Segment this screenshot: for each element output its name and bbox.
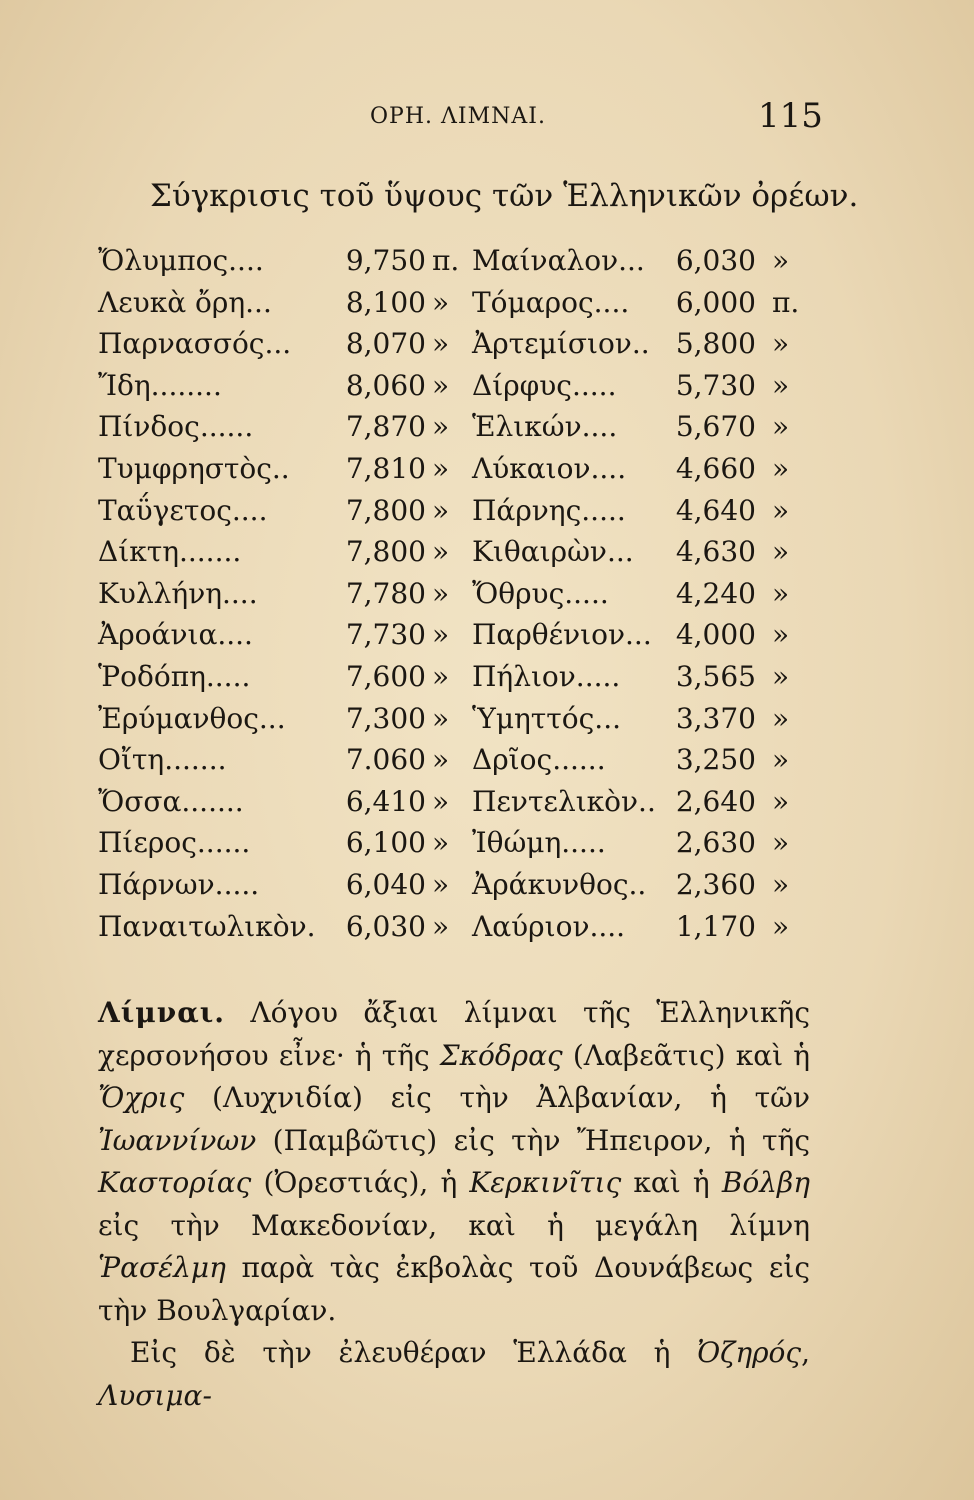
mountain-name: Πήλιον.....	[472, 659, 621, 693]
text-run: Λόγου ἄξιαι λίμναι τῆς Ἑλληνικῆς χερσονήσου εἶνε· ἡ τῆς	[98, 996, 810, 1072]
table-row	[98, 365, 818, 407]
table-row	[98, 323, 818, 365]
table-row	[98, 781, 818, 823]
height-value: 7,730	[345, 618, 426, 652]
unit-mark: »	[772, 743, 790, 777]
height-value: 2,360	[675, 867, 756, 901]
height-value: 6,410	[345, 784, 426, 818]
height-value: 4,640	[675, 493, 756, 527]
mountain-name: Παναιτωλικὸν.	[98, 909, 316, 943]
unit-mark: »	[432, 410, 450, 444]
mountain-name: Ὑμηττός...	[472, 701, 622, 735]
place-name: Ἰωαννίνων	[98, 1123, 257, 1157]
place-name: Ὀζηρός	[697, 1336, 802, 1369]
height-value: 2,630	[675, 826, 756, 860]
mountain-name: Τόμαρος....	[472, 285, 630, 319]
unit-mark: »	[772, 701, 790, 735]
table-row	[98, 240, 818, 282]
mountain-name: Ἴδη........	[98, 368, 222, 402]
mountain-name: Λευκὰ ὄρη...	[98, 285, 272, 319]
mountain-name: Πάρνων.....	[98, 867, 260, 901]
mountain-name: Οἴτη.......	[98, 743, 227, 777]
body-text	[98, 992, 810, 1417]
mountain-name: Ἀροάνια....	[98, 618, 253, 652]
table-row	[98, 282, 818, 324]
unit-mark: »	[432, 493, 450, 527]
unit-mark: »	[432, 451, 450, 485]
height-value: 7,300	[345, 701, 426, 735]
height-value: 8,070	[345, 327, 426, 361]
mountain-name: Λαύριον....	[472, 909, 626, 943]
paragraph-lakes	[98, 992, 810, 1332]
unit-mark: »	[432, 784, 450, 818]
table-row	[98, 573, 818, 615]
text-run: (Παμβῶτις) εἰς τὴν Ἤπειρον, ἡ τῆς	[256, 1123, 810, 1157]
mountain-name: Ταΰγετος....	[98, 493, 268, 527]
height-value: 6,030	[675, 244, 756, 277]
text-run: ,	[801, 1336, 810, 1369]
mountain-name: Πεντελικὸν..	[472, 784, 656, 818]
height-value: 7.060	[345, 743, 426, 777]
unit-mark: »	[432, 535, 450, 569]
height-value: 7,600	[345, 659, 426, 693]
mountain-name: Μαίναλον...	[472, 244, 645, 277]
table-title: Σύγκρισις τοῦ ὕψους τῶν Ἑλληνικῶν ὀρέων.	[150, 178, 859, 214]
height-value: 8,100	[345, 285, 426, 319]
mountain-name: Ἑλικών....	[472, 410, 618, 444]
unit-mark: »	[432, 327, 450, 361]
height-value: 4,630	[675, 535, 756, 569]
unit-mark: »	[432, 618, 450, 652]
text-run: (Λαβεᾶτις) καὶ ἡ	[562, 1038, 810, 1072]
mountain-name: Ἀράκυνθος..	[472, 867, 647, 901]
text-run: παρὰ τὰς ἐκβολὰς τοῦ Δουνάβεως εἰς τὴν Βουλγαρίαν.	[98, 1251, 810, 1327]
running-head: ΟΡΗ. ΛΙΜΝΑΙ.	[370, 104, 546, 129]
unit-mark: »	[772, 867, 790, 901]
height-value: 7,780	[345, 576, 426, 610]
mountain-heights-table	[98, 240, 818, 947]
height-value: 4,240	[675, 576, 756, 610]
mountain-name: Παρνασσός...	[98, 327, 292, 361]
unit-mark: »	[432, 576, 450, 610]
unit-mark: »	[772, 410, 790, 444]
unit-mark: »	[432, 701, 450, 735]
unit-mark: π.	[772, 285, 800, 319]
table-row	[98, 490, 818, 532]
mountain-name: Κυλλήνη....	[98, 576, 258, 610]
mountain-name: Λύκαιον....	[472, 451, 627, 485]
place-name: Ὄχρις	[98, 1081, 185, 1114]
table-row	[98, 531, 818, 573]
unit-mark: »	[772, 659, 790, 693]
height-value: 5,800	[675, 327, 756, 361]
height-value: 6,040	[345, 867, 426, 901]
table-row	[98, 448, 818, 490]
height-value: 5,730	[675, 368, 756, 402]
height-value: 1,170	[675, 909, 756, 943]
place-name: Σκόδρας	[439, 1038, 563, 1072]
height-value: 4,660	[675, 451, 756, 485]
place-name: Καστορίας	[98, 1166, 252, 1199]
table-row	[98, 614, 818, 656]
unit-mark: »	[432, 826, 450, 860]
unit-mark: »	[772, 784, 790, 818]
place-name: Λυσιμα-	[98, 1378, 212, 1412]
height-value: 3,565	[675, 659, 756, 693]
unit-mark: »	[432, 659, 450, 693]
unit-mark: »	[772, 826, 790, 860]
mountain-name: Δίρφυς.....	[472, 368, 617, 402]
unit-mark: »	[772, 368, 790, 402]
mountain-name: Τυμφρηστὸς..	[98, 451, 290, 485]
mountain-name: Ὄθρυς.....	[472, 576, 609, 610]
table-row	[98, 864, 818, 906]
mountain-name: Ὄλυμπος....	[98, 244, 264, 277]
mountain-name: Πάρνης.....	[472, 493, 626, 527]
unit-mark: »	[432, 867, 450, 901]
height-value: 7,810	[345, 451, 426, 485]
height-value: 6,030	[345, 909, 426, 943]
place-name: Ῥασέλμη	[98, 1251, 226, 1284]
unit-mark: »	[772, 535, 790, 569]
height-value: 8,060	[345, 368, 426, 402]
mountain-name: Παρθένιον...	[472, 618, 652, 652]
unit-mark: π.	[432, 244, 460, 277]
height-value: 5,670	[675, 410, 756, 444]
table-row	[98, 698, 818, 740]
place-name: Κερκινῖτις	[469, 1166, 622, 1199]
mountain-name: Πίνδος......	[98, 410, 254, 444]
unit-mark: »	[432, 285, 450, 319]
height-value: 6,100	[345, 826, 426, 860]
table-row	[98, 822, 818, 864]
height-value: 3,250	[675, 743, 756, 777]
unit-mark: »	[432, 909, 450, 943]
page-number: 115	[758, 96, 823, 136]
mountain-name: Δρῖος......	[472, 743, 606, 777]
text-run: εἰς τὴν Μακεδονίαν, καὶ ἡ μεγάλη λίμνη	[98, 1208, 810, 1242]
height-value: 6,000	[675, 285, 756, 319]
mountain-name: Ὄσσα.......	[98, 784, 244, 818]
height-value: 7,800	[345, 493, 426, 527]
mountain-name: Ἐρύμανθος...	[98, 701, 286, 735]
unit-mark: »	[432, 743, 450, 777]
unit-mark: »	[432, 368, 450, 402]
height-value: 9,750	[345, 244, 426, 277]
unit-mark: »	[772, 327, 790, 361]
height-value: 4,000	[675, 618, 756, 652]
unit-mark: »	[772, 451, 790, 485]
mountain-name: Ἀρτεμίσιον..	[472, 327, 650, 361]
table-row	[98, 906, 818, 948]
text-run: Εἰς δὲ τὴν ἐλευθέραν Ἑλλάδα ἡ	[130, 1336, 698, 1369]
mountain-name: Κιθαιρὼν...	[472, 535, 634, 569]
text-run: καὶ ἡ	[621, 1166, 722, 1199]
mountain-name: Δίκτη.......	[98, 535, 242, 569]
unit-mark: »	[772, 493, 790, 527]
height-value: 7,800	[345, 535, 426, 569]
paragraph-greece-lakes	[98, 1332, 810, 1417]
mountain-name: Πίερος......	[98, 826, 251, 860]
unit-mark: »	[772, 576, 790, 610]
height-value: 3,370	[675, 701, 756, 735]
mountain-name: Ῥοδόπη.....	[98, 659, 251, 693]
place-name: Βόλβη	[721, 1166, 810, 1199]
table-row	[98, 739, 818, 781]
unit-mark: »	[772, 618, 790, 652]
unit-mark: »	[772, 244, 790, 277]
height-value: 7,870	[345, 410, 426, 444]
table-row	[98, 406, 818, 448]
mountain-name: Ἰθώμη.....	[472, 826, 606, 860]
unit-mark: »	[772, 909, 790, 943]
text-run: (Λυχνιδία) εἰς τὴν Ἀλβανίαν, ἡ τῶν	[184, 1081, 810, 1114]
section-label: Λίμναι.	[98, 996, 226, 1029]
height-value: 2,640	[675, 784, 756, 818]
text-run: (Ὀρεστιάς), ἡ	[251, 1166, 470, 1199]
table-row	[98, 656, 818, 698]
